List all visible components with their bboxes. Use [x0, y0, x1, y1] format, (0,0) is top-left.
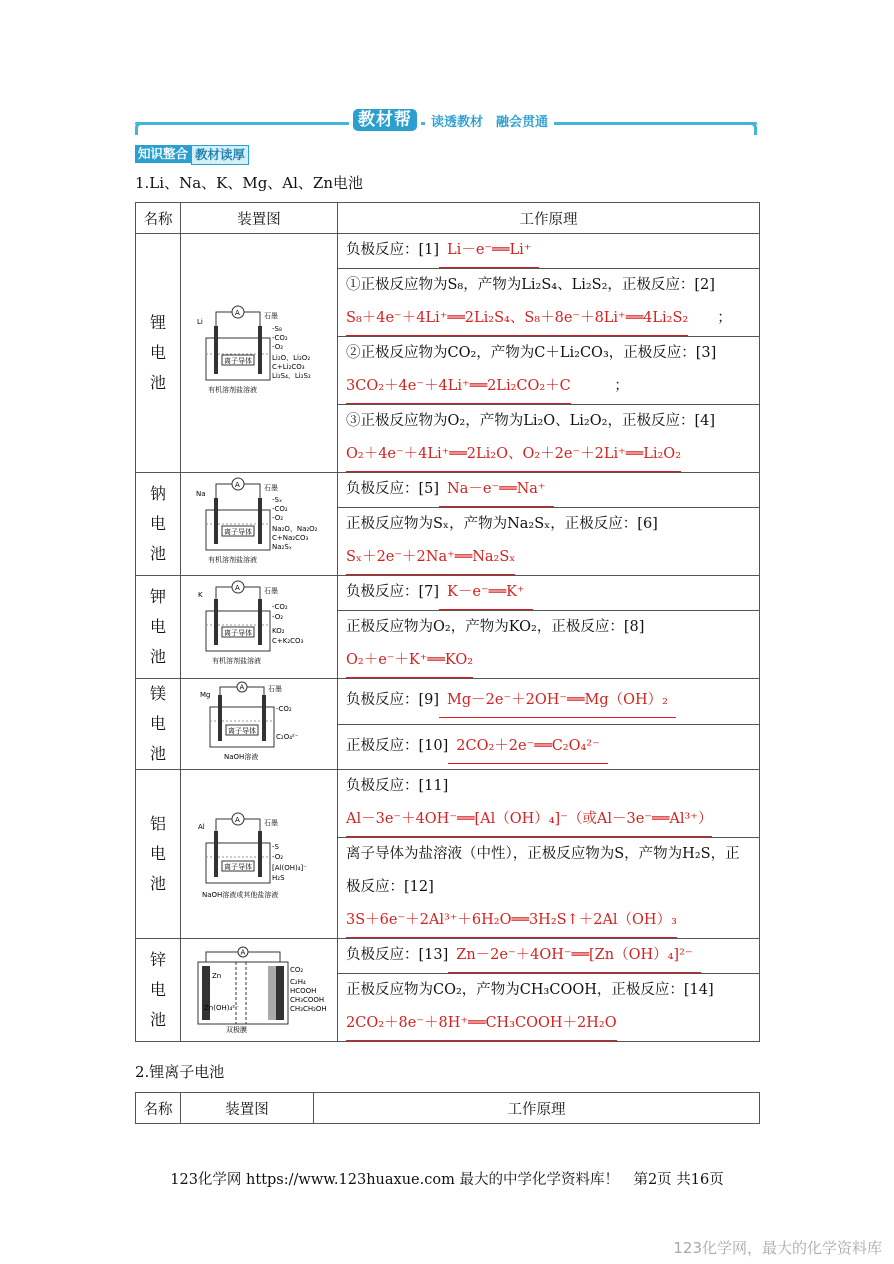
k-fig-left: K — [198, 591, 203, 599]
li-r3-answer: O₂＋4e⁻＋4Li⁺══2Li₂O、O₂＋2e⁻＋2Li⁺══Li₂O₂ — [346, 438, 681, 472]
k-negative-cell — [338, 576, 760, 611]
svg-text:A: A — [240, 948, 246, 957]
k-fig-ion: 离子导体 — [224, 629, 252, 637]
mg-pos-prefix: 正极反应：[10] — [346, 737, 449, 754]
al-cell-diagram — [184, 799, 334, 909]
na-name-text: 钠电池 — [149, 484, 166, 563]
battery-name-li — [136, 234, 181, 473]
table-row-k — [136, 576, 760, 611]
al-fig-ion: 离子导体 — [224, 863, 252, 871]
svg-text:A: A — [235, 481, 240, 489]
na-pos-prefix: 正极反应物为Sₓ，产物为Na₂Sₓ，正极反应：[6] — [346, 516, 658, 532]
zn-neg-prefix: 负极反应：[13] — [346, 947, 449, 963]
page-footer: 123化学网 https://www.123huaxue.com 最大的中学化学资料库！ 第2页 共16页 — [170, 1172, 724, 1188]
li-r2-answer: 3CO₂＋4e⁻＋4Li⁺══2Li₂CO₂＋C — [346, 370, 571, 404]
mg-negative-cell — [338, 679, 760, 725]
device-figure-al — [181, 770, 338, 939]
zn-cell-diagram — [184, 942, 334, 1038]
al-neg-answer: Al－3e⁻＋4OH⁻══[Al（OH）₄]⁻（或Al－3e⁻══Al³⁺） — [346, 803, 712, 837]
mg-fig-left: Mg — [200, 691, 211, 699]
mg-neg-answer: Mg－2e⁻＋2OH⁻══Mg（OH）₂ — [439, 684, 676, 718]
al-pos-prefix: 离子导体为盐溶液（中性），正极反应物为S，产物为H₂S，正极反应：[12] — [346, 846, 740, 895]
zn-name-text: 锌电池 — [149, 950, 166, 1029]
mg-pos-answer: 2CO₂＋2e⁻══C₂O₄²⁻ — [448, 730, 608, 764]
na-fig-right: 石墨 — [264, 484, 278, 492]
battery-table — [135, 202, 760, 1042]
zn-fig-p4: CH₃COOH — [290, 996, 325, 1004]
zn-fig-zn: Zn — [212, 972, 222, 980]
al-fig-left: Al — [198, 823, 205, 831]
al-fig-o2: -O₂ — [272, 853, 284, 861]
table-row-na — [136, 473, 760, 508]
tag-knowledge: 知识整合 — [135, 145, 191, 163]
mg-fig-ion: 离子导体 — [228, 727, 256, 735]
battery-name-na — [136, 473, 181, 576]
table-row-li — [136, 234, 760, 269]
al-pos-answer: 3S＋6e⁻＋2Al³⁺＋6H₂O══3H₂S↑＋2Al（OH）₃ — [346, 904, 677, 938]
li-fig-p2: C+Li₂CO₃ — [272, 363, 305, 371]
na-fig-left: Na — [196, 490, 206, 498]
table-row-mg — [136, 679, 760, 725]
li-ion-header-principle: 工作原理 — [314, 1093, 760, 1124]
device-figure-na — [181, 473, 338, 576]
al-fig-sol: NaOH溶液或其他盐溶液 — [202, 891, 279, 899]
zn-fig-p3: HCOOH — [290, 987, 317, 995]
device-figure-mg — [181, 679, 338, 770]
li-r2-prefix: ②正极反应物为CO₂，产物为C＋Li₂CO₃，正极反应：[3] — [346, 345, 717, 361]
li-fig-ion: 离子导体 — [224, 357, 252, 365]
li-fig-sol: 有机溶剂盐溶液 — [208, 386, 257, 394]
battery-name-mg — [136, 679, 181, 770]
al-positive-cell — [338, 838, 760, 939]
zn-neg-answer: Zn－2e⁻＋4OH⁻══[Zn（OH）₄]²⁻ — [448, 939, 700, 973]
na-negative-cell — [338, 473, 760, 508]
k-fig-sol: 有机溶剂盐溶液 — [212, 657, 261, 665]
header-principle: 工作原理 — [338, 203, 760, 234]
al-fig-p2: H₂S — [272, 874, 285, 882]
tag-textbook: 教材读厚 — [191, 145, 249, 165]
na-fig-p3: Na₂Sₓ — [272, 543, 292, 551]
battery-name-k — [136, 576, 181, 679]
na-fig-sol: 有机溶剂盐溶液 — [208, 556, 257, 564]
li-positive-s8-cell — [338, 269, 760, 337]
na-neg-prefix: 负极反应：[5] — [346, 481, 440, 497]
li-ion-header-row — [136, 1093, 760, 1124]
k-fig-p2: C+K₂CO₃ — [272, 637, 304, 645]
li-ion-table — [135, 1092, 760, 1124]
watermark: 123化学网，最大的化学资料库 — [673, 1239, 882, 1257]
zn-positive-cell — [338, 974, 760, 1042]
li-fig-co2: -CO₂ — [272, 334, 288, 342]
zn-negative-cell — [338, 939, 760, 974]
section2-title: 2.锂离子电池 — [135, 1063, 225, 1081]
al-fig-s: -S — [272, 843, 279, 851]
li-fig-left: Li — [197, 318, 203, 326]
li-fig-p3: Li₂S₄、Li₂S₂ — [272, 372, 311, 380]
k-fig-o2: -O₂ — [272, 613, 284, 621]
zn-fig-p2: C₂H₄ — [290, 978, 306, 986]
li-cell-diagram — [184, 298, 334, 408]
section-banner — [135, 108, 757, 134]
li-negative-cell — [338, 234, 760, 269]
k-pos-prefix: 正极反应物为O₂，产物为KO₂，正极反应：[8] — [346, 619, 645, 635]
mg-name-text: 镁电池 — [149, 684, 166, 763]
k-name-text: 钾电池 — [149, 587, 166, 666]
tag-row — [135, 145, 249, 163]
na-fig-co2: -CO₂ — [272, 505, 288, 513]
al-neg-prefix: 负极反应：[11] — [346, 778, 449, 794]
header-figure: 装置图 — [181, 203, 338, 234]
k-cell-diagram — [184, 579, 334, 675]
na-positive-cell — [338, 508, 760, 576]
na-fig-ion: 离子导体 — [224, 528, 252, 536]
header-name: 名称 — [136, 203, 181, 234]
k-positive-cell — [338, 611, 760, 679]
li-name-text: 锂电池 — [149, 313, 166, 392]
k-neg-answer: K－e⁻══K⁺ — [439, 576, 533, 610]
banner-hook-right — [746, 122, 757, 135]
al-negative-cell — [338, 770, 760, 838]
table-header-row — [136, 203, 760, 234]
device-figure-k — [181, 576, 338, 679]
zn-pos-answer: 2CO₂＋8e⁻＋8H⁺══CH₃COOH＋2H₂O — [346, 1007, 617, 1041]
battery-name-zn — [136, 939, 181, 1042]
svg-text:A: A — [235, 816, 240, 824]
table-row-zn — [136, 939, 760, 974]
na-cell-diagram — [184, 474, 334, 574]
na-fig-o2: -O₂ — [272, 514, 284, 522]
mg-positive-cell — [338, 724, 760, 770]
li-positive-co2-cell — [338, 337, 760, 405]
li-ion-header-figure: 装置图 — [181, 1093, 314, 1124]
svg-text:A: A — [235, 584, 240, 592]
zn-fig-membrane: 双极膜 — [226, 1026, 247, 1034]
na-fig-p1: Na₂O、Na₂O₂ — [272, 525, 318, 533]
device-figure-li — [181, 234, 338, 473]
na-fig-s: -Sₓ — [272, 496, 283, 504]
zn-fig-p5: CH₃CH₂OH — [290, 1005, 327, 1013]
na-pos-answer: Sₓ＋2e⁻＋2Na⁺══Na₂Sₓ — [346, 541, 515, 575]
li-r1-answer: S₈＋4e⁻＋4Li⁺══2Li₂S₄、S₈＋8e⁻＋8Li⁺══4Li₂S₂ — [346, 302, 688, 336]
na-fig-p2: C+Na₂CO₃ — [272, 534, 309, 542]
mg-fig-sol: NaOH溶液 — [224, 753, 259, 761]
svg-text:A: A — [239, 683, 245, 692]
section1-title: 1.Li、Na、K、Mg、Al、Zn电池 — [135, 174, 364, 192]
li-ion-header-name: 名称 — [136, 1093, 181, 1124]
banner-badge — [349, 108, 421, 134]
mg-neg-prefix: 负极反应：[9] — [346, 692, 440, 709]
li-r1-end: ； — [717, 310, 732, 326]
k-fig-co2: -CO₂ — [272, 603, 288, 611]
li-fig-right: 石墨 — [264, 312, 278, 320]
zn-fig-p1: CO₂ — [290, 966, 304, 974]
li-neg-answer: Li－e⁻══Li⁺ — [439, 234, 539, 268]
k-fig-p1: KO₂ — [272, 627, 285, 635]
banner-hook-left — [135, 122, 146, 135]
device-figure-zn — [181, 939, 338, 1042]
al-name-text: 铝电池 — [149, 814, 166, 893]
li-fig-s8: -S₈ — [272, 325, 282, 333]
li-r1-prefix: ①正极反应物为S₈，产物为Li₂S₄、Li₂S₂，正极反应：[2] — [346, 277, 715, 293]
na-neg-answer: Na－e⁻══Na⁺ — [439, 473, 554, 507]
k-pos-answer: O₂＋e⁻＋K⁺══KO₂ — [346, 644, 473, 678]
battery-name-al — [136, 770, 181, 939]
li-r3-prefix: ③正极反应物为O₂，产物为Li₂O、Li₂O₂，正极反应：[4] — [346, 413, 715, 429]
banner-badge-text: 教材帮 — [353, 109, 417, 131]
li-fig-p1: Li₂O、Li₂O₂ — [272, 354, 311, 362]
table-row-al — [136, 770, 760, 838]
svg-text:A: A — [235, 309, 240, 317]
li-neg-prefix: 负极反应：[1] — [346, 242, 440, 258]
banner-slogan: 读透教材 融会贯通 — [425, 111, 554, 130]
li-r2-end: ； — [614, 378, 629, 394]
al-fig-right: 石墨 — [264, 819, 278, 827]
mg-cell-diagram — [184, 681, 334, 767]
mg-fig-right: 石墨 — [268, 685, 282, 693]
mg-fig-co2: -CO₂ — [276, 705, 292, 713]
al-fig-p1: [Al(OH)₄]⁻ — [272, 864, 307, 872]
zn-fig-znoh: Zn(OH)₄²⁻ — [204, 1004, 239, 1012]
mg-fig-p1: C₂O₄²⁻ — [276, 733, 299, 741]
li-fig-o2: -O₂ — [272, 343, 284, 351]
li-positive-o2-cell — [338, 405, 760, 473]
k-fig-right: 石墨 — [264, 587, 278, 595]
zn-pos-prefix: 正极反应物为CO₂，产物为CH₃COOH，正极反应：[14] — [346, 982, 714, 998]
k-neg-prefix: 负极反应：[7] — [346, 584, 440, 600]
